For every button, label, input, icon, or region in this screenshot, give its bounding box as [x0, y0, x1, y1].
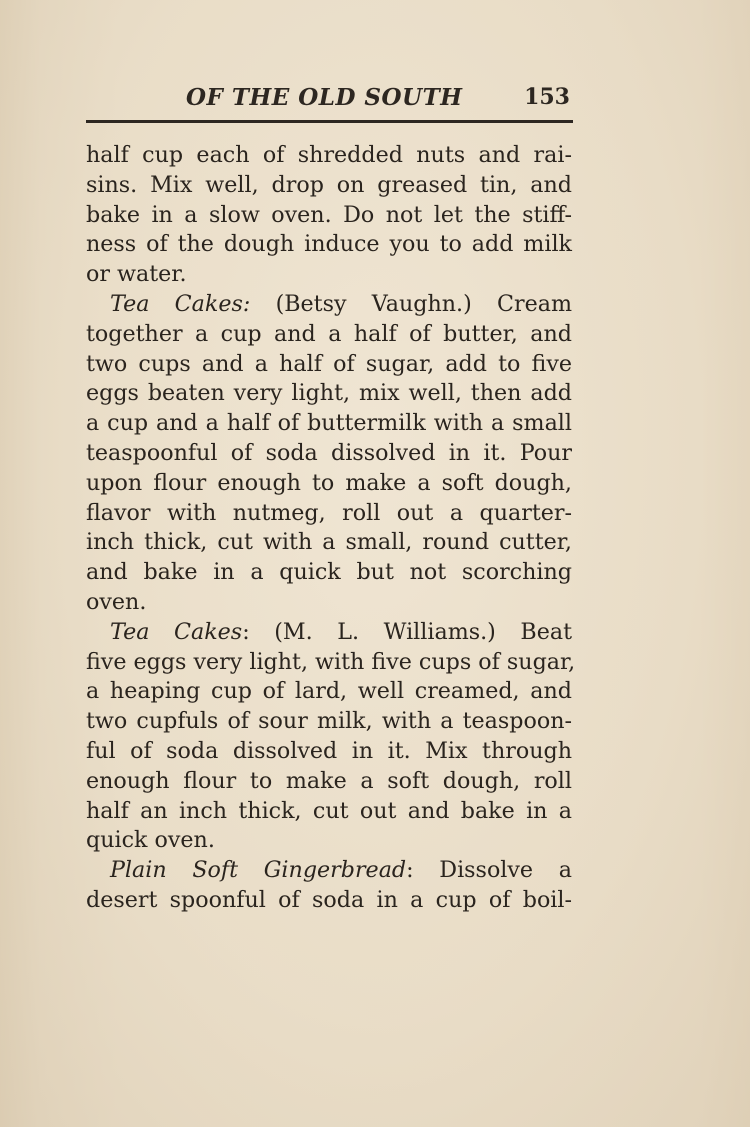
text-line: upon flour enough to make a soft dough, [86, 469, 572, 496]
page-header [86, 84, 572, 118]
text-line: oven. [86, 588, 147, 615]
text-line: half cup each of shredded nuts and rai- [86, 142, 572, 168]
text-line: ness of the dough induce you to add milk [86, 231, 572, 258]
text-line: a cup and a half of buttermilk with a small [86, 410, 572, 437]
recipe-heading-rest: (Betsy Vaughn.) Cream [275, 290, 572, 317]
recipe-title: Plain Soft Gingerbread [110, 857, 407, 884]
text-line: two cups and a half of sugar, add to five [86, 350, 572, 377]
text-line: sins. Mix well, drop on greased tin, and [86, 171, 572, 198]
text-line: and bake in a quick but not scorching [86, 559, 572, 586]
recipe-title: Tea Cakes [110, 618, 243, 645]
text-line: or water. [86, 261, 187, 288]
recipe-heading-line [86, 618, 572, 648]
header-rule [86, 120, 573, 123]
recipe-heading-rest: : Dissolve a [406, 857, 572, 884]
text-line: together a cup and a half of butter, and [86, 320, 572, 347]
text-line: quick oven. [86, 827, 215, 854]
text-line: teaspoonful of soda dissolved in it. Pour [86, 439, 572, 466]
recipe-heading-line [86, 290, 572, 320]
text-line: bake in a slow oven. Do not let the stiff- [86, 201, 572, 228]
text-line: ful of soda dissolved in it. Mix through [86, 737, 572, 764]
running-head: OF THE OLD SOUTH [186, 84, 463, 111]
text-line: flavor with nutmeg, roll out a quarter- [86, 499, 572, 526]
page-number: 153 [524, 84, 570, 110]
recipe-title: Tea Cakes: [110, 290, 251, 317]
text-line: five eggs very light, with five cups of sugar, [86, 648, 576, 675]
text-line: a heaping cup of lard, well creamed, and [86, 678, 572, 705]
text-line: inch thick, cut with a small, round cutter, [86, 529, 572, 556]
text-line: two cupfuls of sour milk, with a teaspoon- [86, 708, 572, 735]
text-line: half an inch thick, cut out and bake in a [86, 797, 572, 824]
text-line: eggs beaten very light, mix well, then add [86, 380, 572, 407]
recipe-heading-line [86, 856, 572, 886]
recipe-text [86, 141, 576, 916]
text-line: desert spoonful of soda in a cup of boil- [86, 886, 572, 913]
text-line: enough flour to make a soft dough, roll [86, 767, 572, 794]
recipe-heading-rest: : (M. L. Williams.) Beat [242, 618, 572, 645]
